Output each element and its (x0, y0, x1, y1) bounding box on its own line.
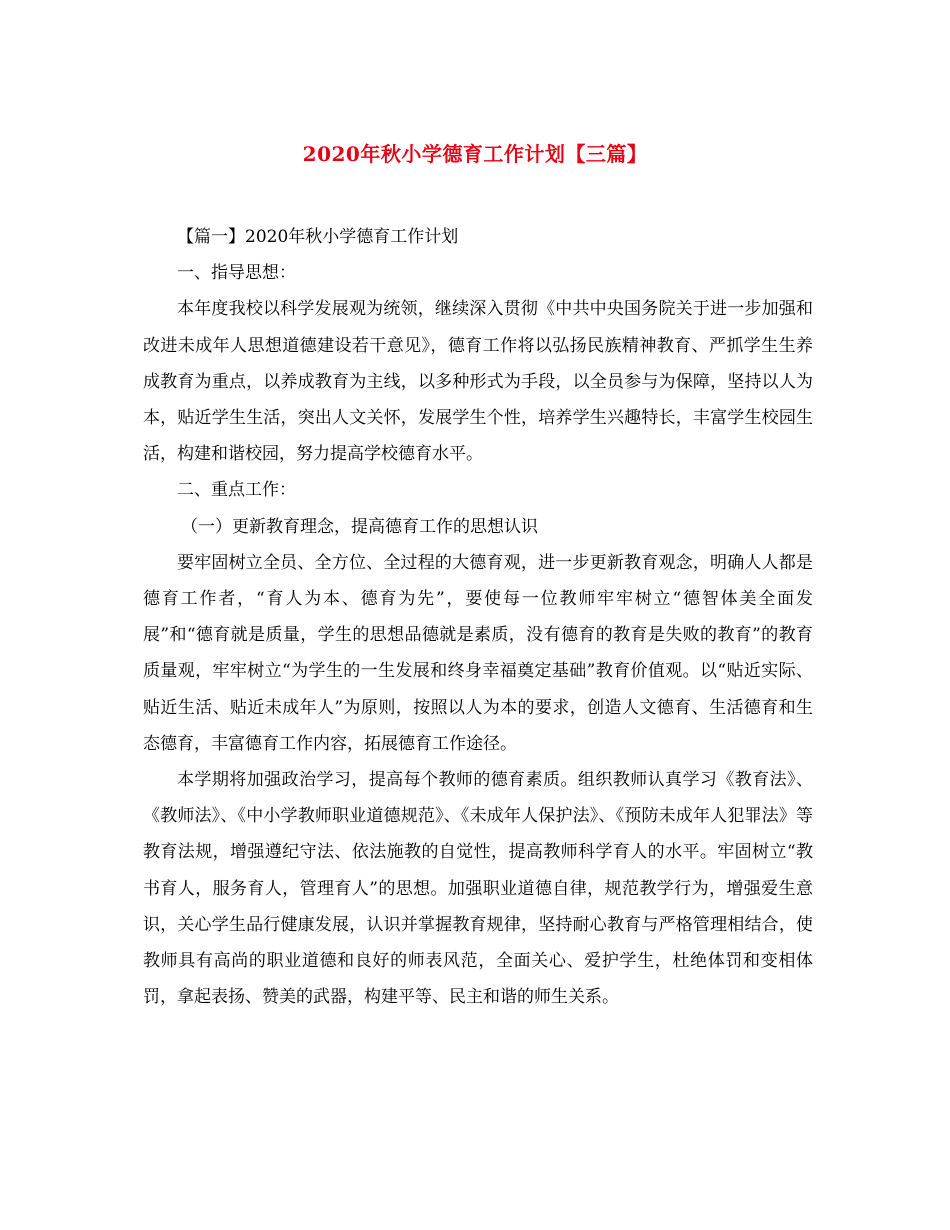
subheading-update-concepts: （一）更新教育理念，提高德育工作的思想认识 (181, 516, 538, 537)
paragraph-political-study: 本学期将加强政治学习，提高每个教师的德育素质。组织教师认真学习《教育法》、《教师法》、《中小学教师职业道德规范》、《未成年人保护法》、《预防未成年人犯罪法》等教育法规，增强遵纪守法、依法施教的自觉性，提高教师科学育人的水平。牢固树立“教书育人，服务育人，管理育人”的思想。加强职业道德自律，规范教学行为，增强爱生意识，关心学生品行健康发展，认识并掌握教育规律，坚持耐心教育与严格管理相结合，使教师具有高尚的职业道德和良好的师表风范，全面关心、爱护学生，杜绝体罚和变相体罚，拿起表扬、赞美的武器，构建平等、民主和谐的师生关系。 (143, 770, 813, 1008)
document-body (143, 219, 813, 1015)
heading-guiding-ideology: 一、指导思想： (177, 263, 296, 284)
section-heading-part-one: 【篇一】2020年秋小学德育工作计划 (177, 227, 459, 247)
paragraph-moral-education-view: 要牢固树立全员、全方位、全过程的大德育观，进一步更新教育观念，明确人人都是德育工作者，“育人为本、德育为先”，要使每一位教师牢牢树立“德智体美全面发展”和“德育就是质量，学生的思想品德就是素质，没有德育的教育是失败的教育”的教育质量观，牢牢树立“为学生的一生发展和终身幸福奠定基础”教育价值观。以“贴近实际、贴近生活、贴近未成年人”为原则，按照以人为本的要求，创造人文德育、生活德育和生态德育，丰富德育工作内容，拓展德育工作途径。 (143, 552, 813, 754)
paragraph-guiding-ideology: 本年度我校以科学发展观为统领，继续深入贯彻《中共中央国务院关于进一步加强和改进未成年人思想道德建设若干意见》，德育工作将以弘扬民族精神教育、严抓学生生养成教育为重点，以养成教育为主线，以多种形式为手段，以全员参与为保障，坚持以人为本，贴近学生生活，突出人文关怀，发展学生个性，培养学生兴趣特长，丰富学生校园生活，构建和谐校园，努力提高学校德育水平。 (143, 299, 813, 465)
heading-key-work: 二、重点工作： (177, 480, 296, 501)
document-title: 2020年秋小学德育工作计划【三篇】 (302, 142, 648, 166)
